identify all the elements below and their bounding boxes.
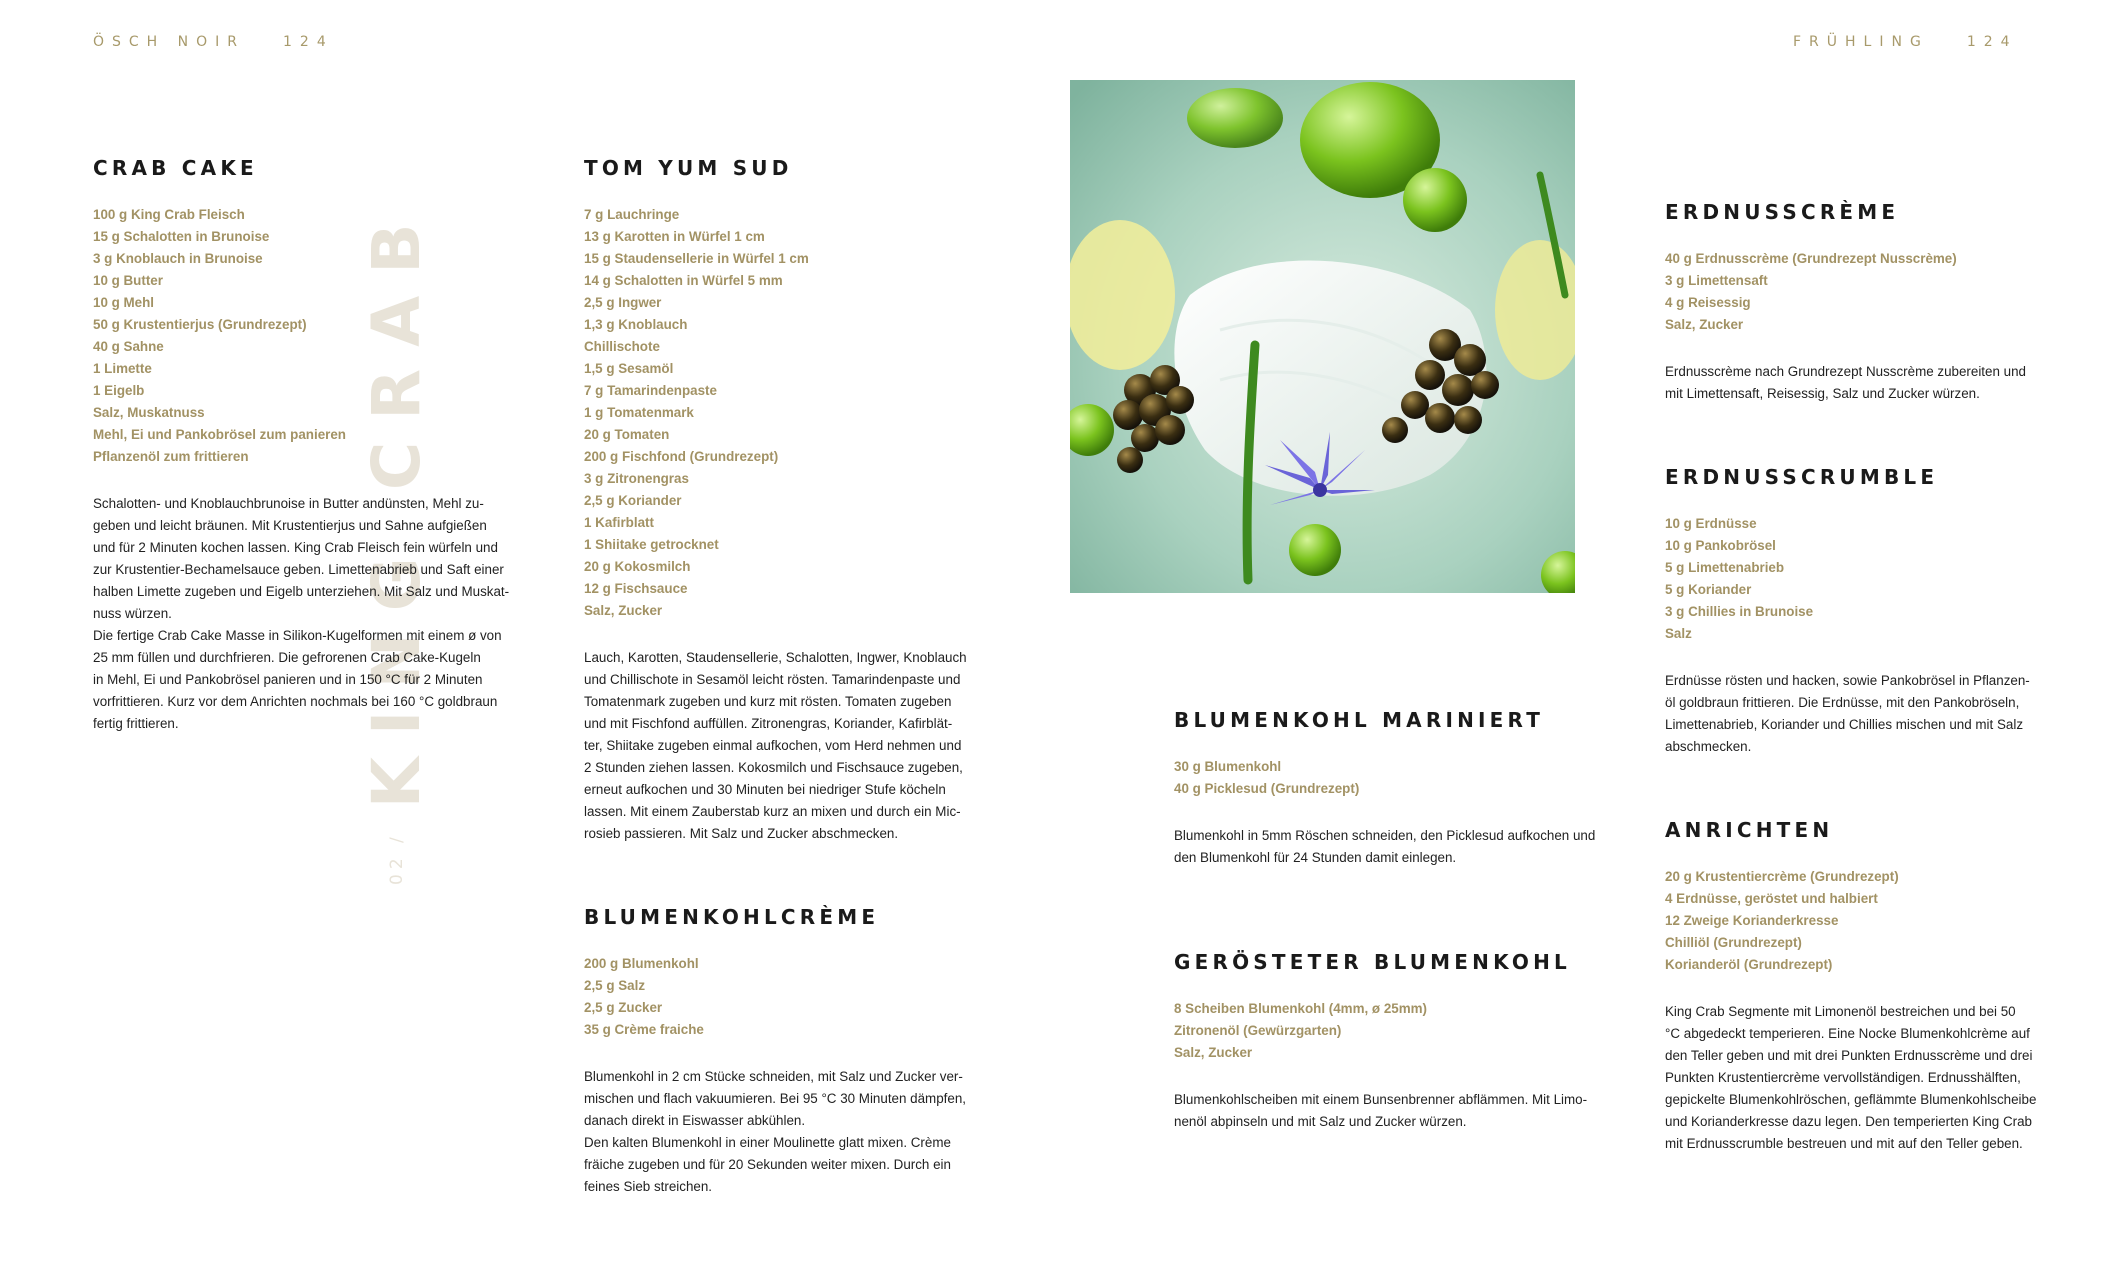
instruction-line: abschmecken. <box>1665 739 1752 754</box>
ingredient-item: 40 g Erdnusscrème (Grundrezept Nusscrème) <box>1665 251 1957 266</box>
ingredient-list <box>1665 248 2026 336</box>
instructions <box>1665 670 2030 758</box>
ingredient-item: 100 g King Crab Fleisch <box>93 207 245 222</box>
ingredient-list <box>1665 866 2036 976</box>
ingredient-item: 5 g Koriander <box>1665 582 1752 597</box>
instruction-line: lassen. Mit einem Zauberstab kurz an mixen und durch ein Mic- <box>584 804 961 819</box>
instructions <box>584 1066 966 1198</box>
instructions <box>93 493 509 735</box>
ingredient-list <box>1174 756 1595 800</box>
ingredient-item: 2,5 g Koriander <box>584 493 682 508</box>
ingredient-item: Chillischote <box>584 339 660 354</box>
ingredient-item: 1 Kafirblatt <box>584 515 654 530</box>
ingredient-item: 200 g Fischfond (Grundrezept) <box>584 449 779 464</box>
instruction-line: Die fertige Crab Cake Masse in Silikon-Kugelformen mit einem ø von <box>93 628 502 643</box>
chapter-word: KING CRAB <box>358 201 435 809</box>
ingredient-item: Korianderöl (Grundrezept) <box>1665 957 1833 972</box>
instructions <box>1665 361 2026 405</box>
section-tom-yum-sud <box>584 156 967 845</box>
section-blumenkohlcreme <box>584 905 966 1198</box>
instruction-line: nuss würzen. <box>93 606 172 621</box>
ingredient-list <box>93 204 509 468</box>
instruction-line: und für 2 Minuten kochen lassen. King Crab Fleisch fein würfeln und <box>93 540 498 555</box>
instructions <box>1174 1089 1587 1133</box>
ingredient-item: 7 g Lauchringe <box>584 207 680 222</box>
ingredient-item: 7 g Tamarindenpaste <box>584 383 717 398</box>
ingredient-item: Mehl, Ei und Pankobrösel zum panieren <box>93 427 346 442</box>
ingredient-item: Salz, Zucker <box>584 603 663 618</box>
running-header-right-page: 124 <box>1966 34 2018 50</box>
instruction-line: fertig frittieren. <box>93 716 179 731</box>
ingredient-list <box>1174 998 1587 1064</box>
instruction-line: mit Erdnusscrumble bestreuen und mit auf den Teller geben. <box>1665 1136 2023 1151</box>
ingredient-item: 2,5 g Salz <box>584 978 646 993</box>
instruction-line: zur Krustentier-Bechamelsauce geben. Limettenabrieb und Saft einer <box>93 562 504 577</box>
instructions <box>1665 1001 2036 1155</box>
instructions <box>584 647 967 845</box>
instruction-line: und Chillischote in Sesamöl leicht rösten. Tamarindenpaste und <box>584 672 961 687</box>
ingredient-item: 3 g Limettensaft <box>1665 273 1768 288</box>
ingredient-item: 8 Scheiben Blumenkohl (4mm, ø 25mm) <box>1174 1001 1427 1016</box>
instruction-line: rosieb passieren. Mit Salz und Zucker abschmecken. <box>584 826 899 841</box>
section-title: ANRICHTEN <box>1665 818 1834 842</box>
running-header-left-label: ÖSCH NOIR <box>93 34 246 50</box>
ingredient-item: 10 g Pankobrösel <box>1665 538 1776 553</box>
ingredient-item: 10 g Butter <box>93 273 163 288</box>
instruction-line: nenöl abpinseln und mit Salz und Zucker würzen. <box>1174 1114 1467 1129</box>
ingredient-item: 20 g Tomaten <box>584 427 670 442</box>
section-title: ERDNUSSCRÈME <box>1665 200 1900 224</box>
ingredient-list <box>584 953 966 1041</box>
instruction-line: halben Limette zugeben und Eigelb unterziehen. Mit Salz und Muskat- <box>93 584 510 599</box>
section-anrichten <box>1665 818 2036 1155</box>
ingredient-item: 40 g Picklesud (Grundrezept) <box>1174 781 1360 796</box>
ingredient-item: 50 g Krustentierjus (Grundrezept) <box>93 317 307 332</box>
ingredient-item: 1 g Tomatenmark <box>584 405 694 420</box>
ingredient-item: 3 g Zitronengras <box>584 471 689 486</box>
ingredient-item: 2,5 g Ingwer <box>584 295 662 310</box>
instructions <box>1174 825 1595 869</box>
section-title: GERÖSTETER BLUMENKOHL <box>1174 950 1571 974</box>
instruction-line: Lauch, Karotten, Staudensellerie, Schalotten, Ingwer, Knoblauch <box>584 650 967 665</box>
ingredient-list <box>584 204 967 622</box>
ingredient-item: 35 g Crème fraiche <box>584 1022 704 1037</box>
ingredient-item: 1,5 g Sesamöl <box>584 361 674 376</box>
ingredient-item: 20 g Krustentiercrème (Grundrezept) <box>1665 869 1899 884</box>
section-geroesteter-blumenkohl <box>1174 950 1587 1133</box>
ingredient-item: 1 Eigelb <box>93 383 145 398</box>
instruction-line: danach direkt in Eiswasser abkühlen. <box>584 1113 806 1128</box>
instruction-line: King Crab Segmente mit Limonenöl bestreichen und bei 50 <box>1665 1004 2016 1019</box>
section-erdnusscreme <box>1665 200 2026 405</box>
instruction-line: vorfrittieren. Kurz vor dem Anrichten nochmals bei 160 °C goldbraun <box>93 694 498 709</box>
instruction-line: Den kalten Blumenkohl in einer Moulinette glatt mixen. Crème <box>584 1135 951 1150</box>
ingredient-item: 1 Limette <box>93 361 152 376</box>
ingredient-item: 3 g Chillies in Brunoise <box>1665 604 1814 619</box>
section-title: CRAB CAKE <box>93 156 258 180</box>
ingredient-item: 12 g Fischsauce <box>584 581 688 596</box>
instruction-line: Blumenkohl in 2 cm Stücke schneiden, mit Salz und Zucker ver- <box>584 1069 963 1084</box>
ingredient-item: 13 g Karotten in Würfel 1 cm <box>584 229 765 244</box>
instruction-line: fräiche zugeben und für 20 Sekunden weiter mixen. Durch ein <box>584 1157 951 1172</box>
running-header-right-label: FRÜHLING <box>1793 34 1929 50</box>
ingredient-item: 14 g Schalotten in Würfel 5 mm <box>584 273 783 288</box>
section-title: BLUMENKOHL MARINIERT <box>1174 708 1545 732</box>
section-title: TOM YUM SUD <box>584 156 793 180</box>
ingredient-list <box>1665 513 2030 645</box>
ingredient-item: 4 g Reisessig <box>1665 295 1751 310</box>
instruction-line: Limettenabrieb, Koriander und Chillies mischen und mit Salz <box>1665 717 2024 732</box>
ingredient-item: Pflanzenöl zum frittieren <box>93 449 249 464</box>
instruction-line: °C abgedeckt temperieren. Eine Nocke Blumenkohlcrème auf <box>1665 1026 2030 1041</box>
ingredient-item: 1,3 g Knoblauch <box>584 317 688 332</box>
instruction-line: und mit Fischfond auffüllen. Zitronengras, Koriander, Kafirblät- <box>584 716 953 731</box>
instruction-line: erneut aufkochen und 30 Minuten bei niedriger Stufe köcheln <box>584 782 946 797</box>
ingredient-item: 12 Zweige Korianderkresse <box>1665 913 1839 928</box>
instruction-line: Erdnüsse rösten und hacken, sowie Pankobrösel in Pflanzen- <box>1665 673 2030 688</box>
section-blumenkohl-mariniert <box>1174 708 1595 869</box>
ingredient-item: 10 g Erdnüsse <box>1665 516 1757 531</box>
ingredient-item: 1 Shiitake getrocknet <box>584 537 719 552</box>
ingredient-item: Zitronenöl (Gewürzgarten) <box>1174 1023 1342 1038</box>
ingredient-item: 4 Erdnüsse, geröstet und halbiert <box>1665 891 1878 906</box>
instruction-line: 2 Stunden ziehen lassen. Kokosmilch und Fischsauce zugeben, <box>584 760 963 775</box>
running-header-left <box>93 34 334 50</box>
instruction-line: Punkten Krustentiercrème vervollständigen. Erdnusshälften, <box>1665 1070 2021 1085</box>
ingredient-item: 200 g Blumenkohl <box>584 956 699 971</box>
running-header-right <box>1793 34 2018 50</box>
instruction-line: feines Sieb streichen. <box>584 1179 713 1194</box>
ingredient-item: Salz, Muskatnuss <box>93 405 205 420</box>
ingredient-item: 30 g Blumenkohl <box>1174 759 1282 774</box>
dish-photo <box>1070 80 1575 593</box>
section-erdnusscrumble <box>1665 465 2030 758</box>
chapter-number: 02 / <box>386 832 407 885</box>
ingredient-item: Salz, Zucker <box>1665 317 1744 332</box>
instruction-line: öl goldbraun frittieren. Die Erdnüsse, mit den Pankobröseln, <box>1665 695 2020 710</box>
instruction-line: Blumenkohl in 5mm Röschen schneiden, den Picklesud aufkochen und <box>1174 828 1596 843</box>
ingredient-item: 40 g Sahne <box>93 339 164 354</box>
instruction-line: den Teller geben und mit drei Punkten Erdnusscrème und drei <box>1665 1048 2033 1063</box>
ingredient-item: Chilliöl (Grundrezept) <box>1665 935 1802 950</box>
instruction-line: geben und leicht bräunen. Mit Krustentierjus und Sahne aufgießen <box>93 518 487 533</box>
instruction-line: 25 mm füllen und durchfrieren. Die gefrorenen Crab Cake-Kugeln <box>93 650 481 665</box>
instruction-line: und Korianderkresse dazu legen. Den temperierten King Crab <box>1665 1114 2032 1129</box>
ingredient-item: Salz, Zucker <box>1174 1045 1253 1060</box>
instruction-line: den Blumenkohl für 24 Stunden damit einlegen. <box>1174 850 1457 865</box>
instruction-line: mischen und flach vakuumieren. Bei 95 °C 30 Minuten dämpfen, <box>584 1091 966 1106</box>
instruction-line: Erdnusscrème nach Grundrezept Nusscrème zubereiten und <box>1665 364 2026 379</box>
ingredient-item: 3 g Knoblauch in Brunoise <box>93 251 263 266</box>
ingredient-item: 5 g Limettenabrieb <box>1665 560 1785 575</box>
instruction-line: mit Limettensaft, Reisessig, Salz und Zucker würzen. <box>1665 386 1980 401</box>
running-header-left-page: 124 <box>283 34 334 50</box>
ingredient-item: 20 g Kokosmilch <box>584 559 691 574</box>
ingredient-item: 15 g Staudensellerie in Würfel 1 cm <box>584 251 809 266</box>
instruction-line: ter, Shiitake zugeben einmal aufkochen, vom Herd nehmen und <box>584 738 962 753</box>
section-title: ERDNUSSCRUMBLE <box>1665 465 1939 489</box>
instruction-line: gepickelte Blumenkohlröschen, geflämmte Blumenkohlscheibe <box>1665 1092 2037 1107</box>
instruction-line: Blumenkohlscheiben mit einem Bunsenbrenner abflämmen. Mit Limo- <box>1174 1092 1588 1107</box>
instruction-line: Tomatenmark zugeben und kurz mit rösten. Tomaten zugeben <box>584 694 952 709</box>
section-title: BLUMENKOHLCRÈME <box>584 905 880 929</box>
ingredient-item: 15 g Schalotten in Brunoise <box>93 229 270 244</box>
section-crab-cake <box>93 156 509 735</box>
instruction-line: Schalotten- und Knoblauchbrunoise in Butter andünsten, Mehl zu- <box>93 496 484 511</box>
ingredient-item: Salz <box>1665 626 1692 641</box>
instruction-line: in Mehl, Ei und Pankobrösel panieren und in 150 °C für 2 Minuten <box>93 672 483 687</box>
ingredient-item: 10 g Mehl <box>93 295 155 310</box>
ingredient-item: 2,5 g Zucker <box>584 1000 663 1015</box>
